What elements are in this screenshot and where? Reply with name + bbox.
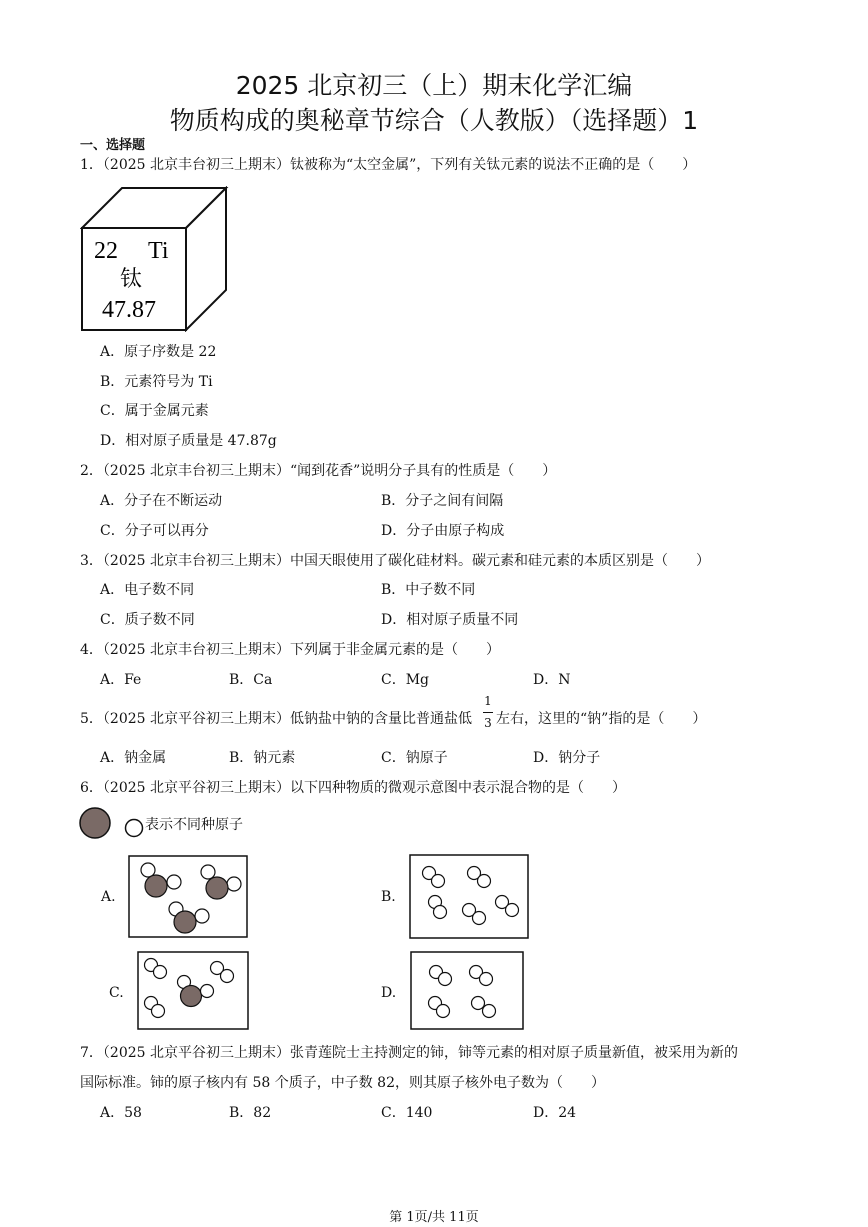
q2-option-b: B．分子之间有间隔	[381, 493, 504, 509]
element-name: 钛	[120, 267, 143, 292]
question-6-stem: 6．（2025 北京平谷初三上期末）以下四种物质的微观示意图中表示混合物的是（ ）	[80, 780, 626, 796]
q5-option-d: D．钠分子	[533, 750, 601, 766]
q5-option-b: B．钠元素	[229, 750, 296, 766]
q7-option-d: D．24	[533, 1105, 577, 1121]
element-mass: 47.87	[102, 297, 156, 323]
diagram-a	[128, 855, 248, 938]
question-4-stem: 4．（2025 北京丰台初三上期末）下列属于非金属元素的是（ ）	[80, 642, 500, 658]
q7-option-a: A．58	[100, 1105, 142, 1121]
legend-label: 表示不同种原子	[145, 817, 243, 833]
element-card-cube	[80, 186, 230, 332]
element-symbol: Ti	[148, 238, 169, 264]
q7-option-c: C．140	[381, 1105, 433, 1121]
q4-option-c: C．Mg	[381, 672, 430, 688]
fraction-denominator: 3	[484, 716, 492, 730]
q2-option-c: C．分子可以再分	[100, 523, 209, 539]
question-7-stem-line1: 7．（2025 北京平谷初三上期末）张青莲院士主持测定的铈，铈等元素的相对原子质量新值，被采用为新的	[80, 1045, 738, 1061]
element-number: 22	[94, 238, 118, 264]
q4-option-a: A．Fe	[100, 672, 142, 688]
q1-option-a: A．原子序数是 22	[100, 344, 217, 360]
q1-option-c: C．属于金属元素	[100, 403, 209, 419]
page-footer: 第 1页/共 11页	[389, 1210, 479, 1225]
question-5-stem-a: 5．（2025 北京平谷初三上期末）低钠盐中钠的含量比普通盐低	[80, 711, 472, 727]
diagram-d	[410, 951, 524, 1030]
question-2-stem: 2．（2025 北京丰台初三上期末）“闻到花香”说明分子具有的性质是（ ）	[80, 463, 557, 479]
diagram-b-label: B.	[381, 889, 396, 905]
q5-option-a: A．钠金属	[100, 750, 167, 766]
q1-option-d: D．相对原子质量是 47.87g	[100, 433, 277, 449]
diagram-c-label: C.	[109, 985, 124, 1001]
dark-atom-icon	[80, 808, 110, 838]
question-5-stem-b: 左右，这里的“钠”指的是（ ）	[496, 711, 707, 727]
page-title: 2025 北京初三（上）期末化学汇编	[235, 71, 633, 100]
question-3-stem: 3．（2025 北京丰台初三上期末）中国天眼使用了碳化硅材料。碳元素和硅元素的本质区别是（ ）	[80, 553, 710, 569]
diagram-a-label: A.	[101, 889, 116, 905]
q4-option-b: B．Ca	[229, 672, 273, 688]
question-1-stem: 1．（2025 北京丰台初三上期末）钛被称为“太空金属”，下列有关钛元素的说法不正确的是（ ）	[80, 157, 697, 173]
page-subtitle: 物质构成的奥秘章节综合（人教版）（选择题）1	[169, 106, 699, 135]
diagram-b	[409, 854, 529, 939]
q5-option-c: C．钠原子	[381, 750, 448, 766]
atom-legend	[78, 806, 148, 842]
light-atom-icon	[126, 820, 143, 837]
q2-option-a: A．分子在不断运动	[100, 493, 223, 509]
diagram-c	[137, 951, 249, 1030]
q3-option-d: D．相对原子质量不同	[381, 612, 519, 628]
fraction-bar	[483, 712, 493, 713]
question-7-stem-line2: 国际标准。铈的原子核内有 58 个质子，中子数 82，则其原子核外电子数为（ ）	[80, 1075, 605, 1091]
fraction-numerator: 1	[484, 694, 492, 708]
diagram-d-label: D.	[381, 985, 397, 1001]
q3-option-c: C．质子数不同	[100, 612, 195, 628]
q3-option-b: B．中子数不同	[381, 582, 476, 598]
q1-option-b: B．元素符号为 Ti	[100, 374, 213, 390]
q3-option-a: A．电子数不同	[100, 582, 195, 598]
q7-option-b: B．82	[229, 1105, 272, 1121]
section-heading: 一、选择题	[80, 138, 146, 153]
q4-option-d: D．N	[533, 672, 571, 688]
q2-option-d: D．分子由原子构成	[381, 523, 505, 539]
